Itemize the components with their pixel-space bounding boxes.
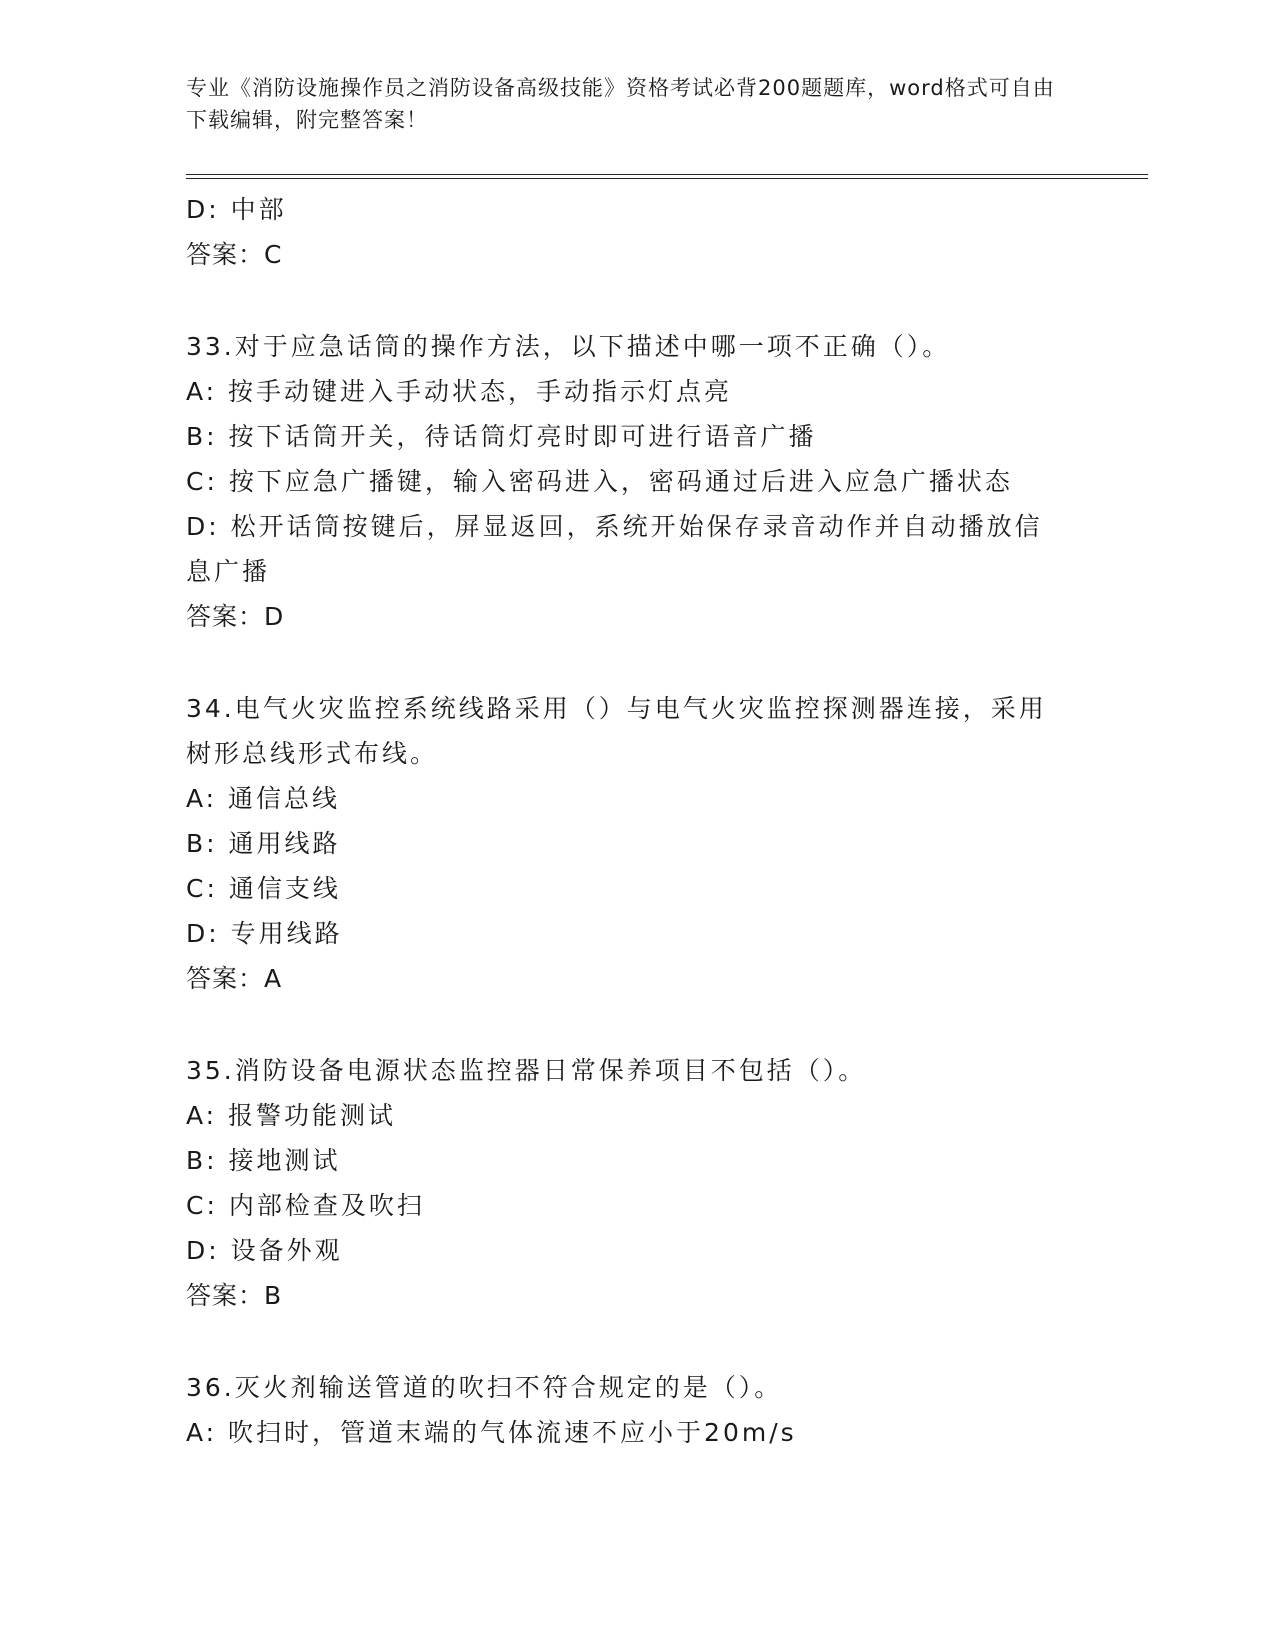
option-a: A: 按手动键进入手动状态，手动指示灯点亮	[186, 377, 733, 406]
option-c: C: 按下应急广播键，输入密码进入，密码通过后进入应急广播状态	[186, 467, 1013, 496]
option-b: B: 通用线路	[186, 829, 341, 858]
option-a: A: 通信总线	[186, 784, 341, 813]
question-stem: 34.电气火灾监控系统线路采用（）与电气火灾监控探测器连接，采用树形总线形式布线。	[186, 694, 1047, 768]
option-a: A: 吹扫时，管道末端的气体流速不应小于20m/s	[186, 1418, 797, 1447]
previous-question-tail	[186, 187, 1148, 277]
question-stem: 36.灭火剂输送管道的吹扫不符合规定的是（）。	[186, 1373, 783, 1402]
question-35	[186, 1048, 1148, 1318]
option-d: D: 中部	[186, 195, 287, 224]
document-header-title: 专业《消防设施操作员之消防设备高级技能》资格考试必背200题题库，word格式可自由下载编辑，附完整答案！	[186, 76, 1055, 132]
option-a: A: 报警功能测试	[186, 1101, 397, 1130]
option-c: C: 通信支线	[186, 874, 341, 903]
question-stem: 33.对于应急话筒的操作方法，以下描述中哪一项不正确（）。	[186, 332, 951, 361]
question-stem: 35.消防设备电源状态监控器日常保养项目不包括（）。	[186, 1056, 867, 1085]
question-36	[186, 1365, 1148, 1455]
header-divider	[186, 174, 1148, 179]
option-b: B: 接地测试	[186, 1146, 341, 1175]
option-c: C: 内部检查及吹扫	[186, 1191, 425, 1220]
answer-line: 答案：C	[186, 240, 283, 269]
question-34	[186, 686, 1148, 1001]
answer-line: 答案：D	[186, 602, 285, 631]
option-d: D: 松开话筒按键后，屏显返回，系统开始保存录音动作并自动播放信息广播	[186, 512, 1043, 586]
document-page	[186, 72, 1148, 1455]
option-d: D: 设备外观	[186, 1236, 343, 1265]
question-33	[186, 324, 1148, 639]
answer-line: 答案：A	[186, 964, 283, 993]
answer-line: 答案：B	[186, 1281, 283, 1310]
option-b: B: 按下话筒开关，待话筒灯亮时即可进行语音广播	[186, 422, 817, 451]
option-d: D: 专用线路	[186, 919, 343, 948]
